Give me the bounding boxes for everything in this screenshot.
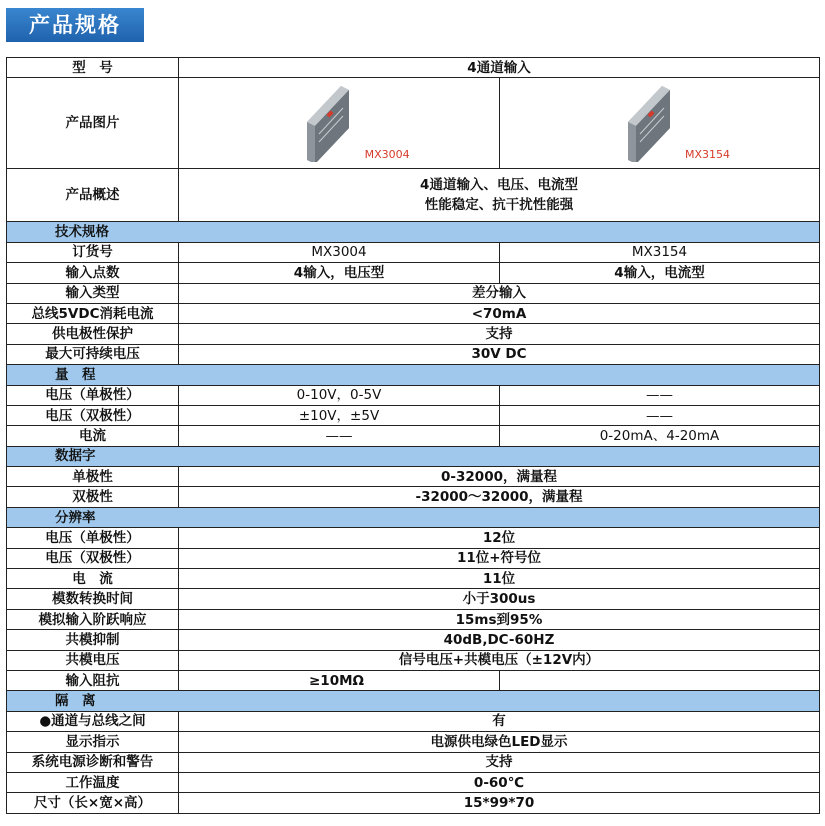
row-value: <70mA xyxy=(179,303,820,323)
table-row xyxy=(7,487,820,507)
table-row xyxy=(7,589,820,609)
section-title: 分辨率 xyxy=(7,507,820,527)
row-label: 输入类型 xyxy=(7,283,179,303)
table-row xyxy=(7,283,820,303)
table-row xyxy=(7,405,820,425)
row-value: MX3154 xyxy=(500,242,820,262)
row-label: 显示指示 xyxy=(7,732,179,752)
row-label: 系统电源诊断和警告 xyxy=(7,752,179,772)
row-label: 电压（双极性） xyxy=(7,405,179,425)
row-value: 0-20mA、4-20mA xyxy=(500,426,820,446)
table-row xyxy=(7,528,820,548)
row-value xyxy=(500,670,820,690)
row-value: ±10V，±5V xyxy=(179,405,500,425)
row-value: 电源供电绿色LED显示 xyxy=(179,732,820,752)
row-value: —— xyxy=(500,385,820,405)
section-row xyxy=(7,365,820,385)
section-title: 技术规格 xyxy=(7,222,820,242)
section-row xyxy=(7,446,820,466)
table-row xyxy=(7,548,820,568)
row-label: 总线5VDC消耗电流 xyxy=(7,303,179,323)
overview-line: 4通道输入、电压、电流型 xyxy=(420,177,578,194)
row-value: 4输入，电流型 xyxy=(500,263,820,283)
row-label: 最大可持续电压 xyxy=(7,344,179,364)
row-label: 电压（双极性） xyxy=(7,548,179,568)
table-row xyxy=(7,650,820,670)
row-label: 双极性 xyxy=(7,487,179,507)
row-label: 订货号 xyxy=(7,242,179,262)
table-row xyxy=(7,324,820,344)
overview-line: 性能稳定、抗干扰性能强 xyxy=(424,197,574,214)
spec-table xyxy=(6,57,820,814)
table-row xyxy=(7,58,820,78)
row-value: 4输入，电压型 xyxy=(179,263,500,283)
row-value: 信号电压+共模电压（±12V内） xyxy=(179,650,820,670)
row-value: 0-10V，0-5V xyxy=(179,385,500,405)
row-value: 支持 xyxy=(179,324,820,344)
row-value: 有 xyxy=(179,711,820,731)
row-value: 30V DC xyxy=(179,344,820,364)
row-value: MX3004 xyxy=(179,242,500,262)
row-label: 单极性 xyxy=(7,467,179,487)
table-row xyxy=(7,242,820,262)
table-row xyxy=(7,772,820,792)
row-value: 支持 xyxy=(179,752,820,772)
row-value: 差分输入 xyxy=(179,283,820,303)
table-row xyxy=(7,303,820,323)
section-row xyxy=(7,222,820,242)
row-value: 15*99*70 xyxy=(179,793,820,813)
row-label: 型 号 xyxy=(7,58,179,78)
row-value: 12位 xyxy=(179,528,820,548)
table-row xyxy=(7,385,820,405)
section-title: 量 程 xyxy=(7,365,820,385)
section-title: 隔 离 xyxy=(7,691,820,711)
module-image xyxy=(618,82,678,162)
section-row xyxy=(7,691,820,711)
row-label: 产品图片 xyxy=(7,78,179,169)
row-label: 供电极性保护 xyxy=(7,324,179,344)
row-value: —— xyxy=(179,426,500,446)
row-value: 11位 xyxy=(179,569,820,589)
row-label: 产品概述 xyxy=(7,169,179,222)
section-row xyxy=(7,507,820,527)
table-row xyxy=(7,732,820,752)
table-row xyxy=(7,426,820,446)
table-row xyxy=(7,569,820,589)
table-row xyxy=(7,630,820,650)
row-value: 0-60℃ xyxy=(179,772,820,792)
table-row xyxy=(7,263,820,283)
product-code: MX3004 xyxy=(364,148,410,162)
row-label: 电压（单极性） xyxy=(7,385,179,405)
table-row xyxy=(7,609,820,629)
row-value: 小于300us xyxy=(179,589,820,609)
product-code: MX3154 xyxy=(685,148,731,162)
row-value: ≥10MΩ xyxy=(179,670,500,690)
row-value xyxy=(179,169,820,222)
table-row xyxy=(7,670,820,690)
row-value: 4通道输入 xyxy=(179,58,820,78)
table-row xyxy=(7,344,820,364)
row-label: 尺寸（长×宽×高） xyxy=(7,793,179,813)
section-header: 产品规格 xyxy=(6,8,144,42)
module-image xyxy=(297,82,357,162)
section-title: 数据字 xyxy=(7,446,820,466)
row-label: 模拟输入阶跃响应 xyxy=(7,609,179,629)
table-row xyxy=(7,711,820,731)
row-label: 电压（单极性） xyxy=(7,528,179,548)
table-row xyxy=(7,78,820,169)
row-value: -32000～32000，满量程 xyxy=(179,487,820,507)
row-label: 模数转换时间 xyxy=(7,589,179,609)
row-label: 工作温度 xyxy=(7,772,179,792)
product-image-left xyxy=(179,78,500,169)
row-value: 11位+符号位 xyxy=(179,548,820,568)
row-label: 共模电压 xyxy=(7,650,179,670)
row-value: 15ms到95% xyxy=(179,609,820,629)
table-row xyxy=(7,467,820,487)
product-image-right xyxy=(500,78,820,169)
row-label: 电 流 xyxy=(7,569,179,589)
row-label: 输入点数 xyxy=(7,263,179,283)
row-label: 电流 xyxy=(7,426,179,446)
row-label: 输入阻抗 xyxy=(7,670,179,690)
table-row xyxy=(7,169,820,222)
table-row xyxy=(7,793,820,813)
row-value: 40dB,DC-60HZ xyxy=(179,630,820,650)
row-value: —— xyxy=(500,405,820,425)
row-value: 0-32000，满量程 xyxy=(179,467,820,487)
row-label: ●通道与总线之间 xyxy=(7,711,179,731)
row-label: 共模抑制 xyxy=(7,630,179,650)
table-row xyxy=(7,752,820,772)
